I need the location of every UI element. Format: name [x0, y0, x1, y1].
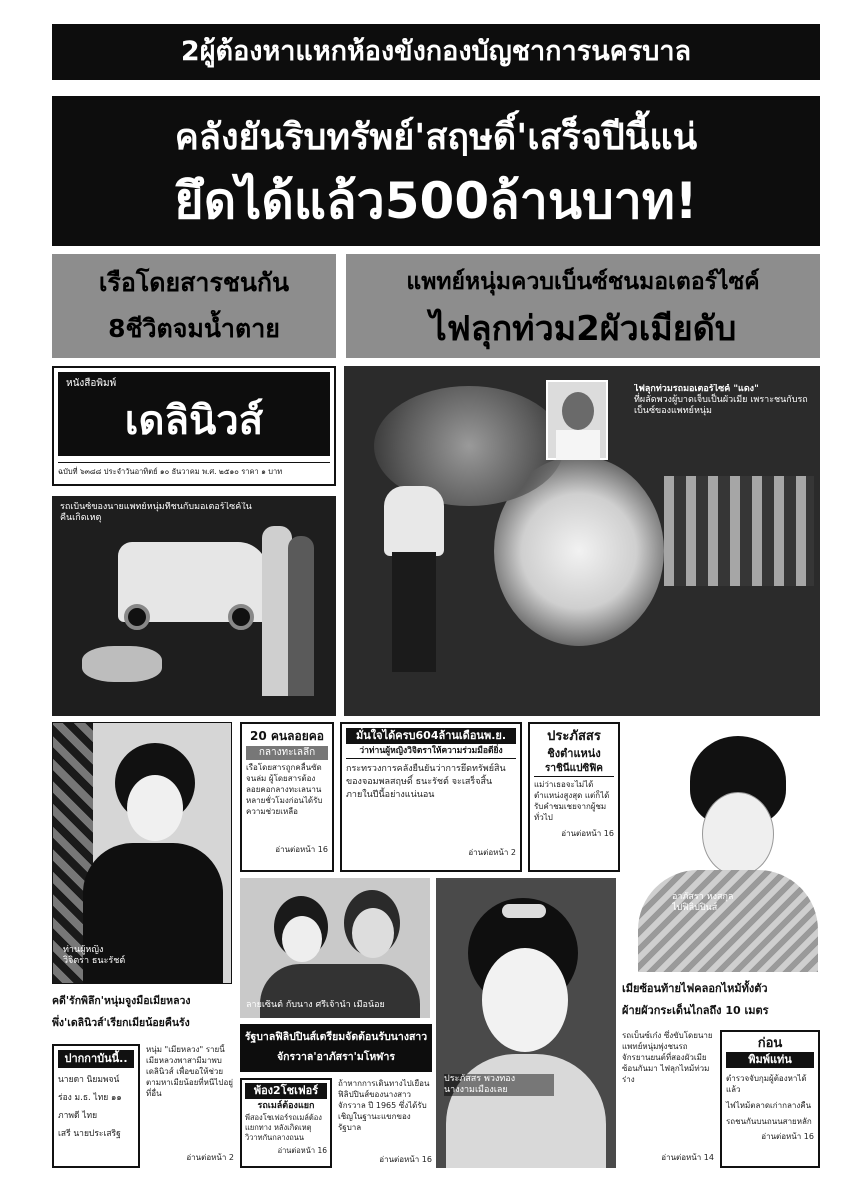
pakka-title: ปากกาบันนี้..: [58, 1050, 134, 1068]
box1-subtitle: กลางทะเลลึก: [246, 746, 328, 760]
sub-headline-left: [52, 254, 336, 358]
fire-scarf-line2: ผ้ายผัวกระเด็นไกลถึง 10 เมตร: [622, 1004, 769, 1017]
fire-scarf-headline: [622, 978, 820, 1024]
right-woman-dress: [638, 870, 818, 972]
box3-title: ประภัสสร: [547, 729, 601, 744]
bride-dress: [446, 1054, 606, 1168]
main-headline-line1: คลังยันริบทรัพย์'สฤษดิ์'เสร็จปีนี้แน่: [174, 117, 698, 158]
fire-scarf-story: [622, 1030, 714, 1168]
before-print-jump: อ่านต่อหน้า 16: [761, 1132, 814, 1141]
sub-right-line2: ไฟลุกท่วม2ผัวเมียดับ: [429, 309, 737, 349]
main-headline: [52, 96, 820, 246]
bride-photo: [436, 878, 616, 1168]
couple-man-face: [352, 908, 394, 958]
top-banner-text: 2ผู้ต้องหาแหกห้องขังกองบัญชาการนครบาล: [180, 36, 692, 67]
before-print-title2: พิมพ์แท่น: [726, 1052, 814, 1068]
box2-subtitle: ว่าท่านผู้หญิงวิจิตราให้ความร่วมมือดียิ่ง: [346, 744, 516, 759]
masthead-issue-line: ฉบับที่ ๖๓๘๘ ประจำวันอาทิตย์ ๑๐ ธันวาคม พ.ศ. ๒๕๑๐ ราคา ๑ บาท: [58, 462, 330, 481]
couple-caption: ลายเซ็นต์ กับนาง ศรีเจ้าน้ำ เมื่อน้อย: [246, 1000, 385, 1010]
man-figure: [384, 486, 444, 556]
column-box-20-people: [240, 722, 334, 872]
box3-body: แม่ว่าเธอจะไม่ได้ตำแหน่งสูงสุด แต่ก็ได้รับคำชมเชยจากผู้ชมทั่วไป: [534, 776, 614, 828]
right-woman-photo: [628, 722, 820, 972]
right-woman-caption-line2: ไปฟิลิปปินส์: [672, 903, 718, 913]
masthead-logo-block: [58, 372, 330, 456]
box2-jump: อ่านต่อหน้า 2: [468, 848, 516, 857]
pakka-line-3: เสรี นายประเสริฐ: [58, 1129, 121, 1139]
box2-title: มั่นใจได้ครบ604ล้านเดือนพ.ย.: [346, 728, 516, 744]
box1-body: เรือโดยสารถูกคลื่นซัดจนล่ม ผู้โดยสารต้องลอยคอกลางทะเลนานหลายชั่วโมงก่อนได้รับความช่วยเหลือ: [246, 763, 323, 816]
sub-left-line1: เรือโดยสารชนกัน: [98, 268, 290, 297]
woman-left-face: [127, 775, 183, 841]
two-sister-subtitle: รถเมล์ต้องแยก: [257, 1101, 315, 1111]
woman-left-photo: [52, 722, 232, 984]
box1-title: 20 คนลอยคอ: [250, 729, 324, 743]
portrait-inset: [546, 380, 608, 460]
love-story-jump: อ่านต่อหน้า 2: [186, 1153, 234, 1162]
before-print-title1: ก่อน: [757, 1036, 783, 1051]
sub-left-line2: 8ชีวิตจมน้ำตาย: [108, 314, 280, 343]
right-woman-face: [702, 792, 774, 876]
two-sister-jump: อ่านต่อหน้า 16: [277, 1146, 327, 1155]
woman-left-caption-line2: วิจิตรา ธนะรัชต์: [63, 956, 126, 966]
masthead-name: เดลินิวส์: [124, 398, 264, 444]
pakka-line-2: ภาพดี ไทย: [58, 1111, 98, 1121]
philippines-story-body: ถ้าหากการเดินทางไปเยือนฟิลิปปินส์ของนางสาวจักรวาล ปี 1965 ซึ่งได้รับเชิญในฐานะแขกของรัฐบาล: [338, 1079, 430, 1132]
fire-caption: [634, 384, 814, 417]
car-caption: รถเบ็นซ์ของนายแพทย์หนุ่มที่ชนกับมอเตอร์ไซค์ในคืนเกิดเหตุ: [60, 502, 252, 523]
philippines-story: [338, 1078, 432, 1168]
fire-photo: [344, 366, 820, 716]
love-story-body: หนุ่ม "เมียหลวง" รายนี้ เมียหลวงพาสามีมาพบเดลินิวส์ เพื่อขอให้ช่วยตามหาเมียน้อยที่หนีไปอยู่ที่อื่น: [146, 1045, 233, 1098]
two-sister-box: [240, 1078, 332, 1168]
two-sister-body: พี่สองโชเฟอร์รถเมล์ต้องแยกทาง หลังเกิดเหตุวิวาทกันกลางถนน: [245, 1113, 322, 1142]
headline-love: [52, 990, 236, 1036]
box3-subtitle2: ราชินีแปซิฟิค: [545, 763, 603, 774]
sub-right-line1: แพทย์หนุ่มควบเบ็นซ์ชนมอเตอร์ไซค์: [406, 269, 760, 295]
fire-scarf-body: รถเบ็นซ์เก๋ง ซึ่งขับโดยนายแพทย์หนุ่มพุ่งชนรถจักรยานยนต์ที่สองผัวเมียซ้อนกันมา ไฟลุกไหม้ท่วมร่าง: [622, 1031, 713, 1084]
love-story: [146, 1044, 234, 1168]
bystander-2: [288, 536, 314, 696]
main-headline-line2: ยึดได้แล้ว500ล้านบาท!: [174, 172, 698, 230]
couple-photo: [240, 878, 430, 1018]
right-woman-caption: [672, 892, 792, 914]
masthead-small: หนังสือพิมพ์: [66, 378, 117, 389]
box3-jump: อ่านต่อหน้า 16: [561, 829, 614, 838]
sub-headline-right: [346, 254, 820, 358]
bride-tiara: [502, 904, 546, 918]
bride-caption-line1: ประภัสสร พวงทอง: [444, 1074, 516, 1084]
fire-caption-title: ไฟลุกท่วมรถมอเตอร์ไซค์ "แดง": [634, 384, 759, 394]
car-wheel-rear: [228, 604, 254, 630]
debris: [82, 646, 162, 682]
two-sister-title: พ้อง2โชเฟอร์: [245, 1083, 327, 1099]
column-box-604-million: [340, 722, 522, 872]
fire-scarf-line1: เมียซ้อนท้ายไฟคลอกไหม้ทั้งตัว: [622, 982, 768, 995]
before-print-line-1: ไฟไหม้ตลาดเก่ากลางคืน: [726, 1101, 812, 1110]
box2-body: กระทรวงการคลังยืนยันว่าการยึดทรัพย์สินของจอมพลสฤษดิ์ ธนะรัชต์ จะเสร็จสิ้นภายในปีนี้อย่างแน่นอน: [346, 764, 506, 800]
masthead: [52, 366, 336, 486]
before-print-box: [720, 1030, 820, 1168]
car-wheel-front: [124, 604, 150, 630]
woman-left-caption: [63, 945, 183, 967]
top-banner: [52, 24, 820, 80]
before-print-line-0: ตำรวจจับกุมผู้ต้องหาได้แล้ว: [726, 1074, 807, 1094]
woman-left-caption-line1: ท่านผู้หญิง: [63, 945, 104, 955]
pakka-line-0: นายดา นิยมพจน์: [58, 1075, 120, 1085]
crowd: [664, 476, 814, 586]
pakka-box: [52, 1044, 140, 1168]
headline-love-line2: พึ่ง'เดลินิวส์'เรียกเมียน้อยคืนรัง: [52, 1017, 190, 1029]
ph-headline-text: รัฐบาลฟิลิปปินส์เตรียมจัดต้อนรับนางสาวจักรวาล'อาภัสรา'มโหฬาร: [244, 1031, 428, 1063]
headline-love-line1: คดี'รักพิลึก'หนุ่มจูงมือเมียหลวง: [52, 995, 191, 1007]
couple-woman-face: [282, 916, 322, 962]
man-legs: [392, 552, 436, 672]
fire-scarf-jump: อ่านต่อหน้า 14: [661, 1153, 714, 1162]
car-photo: [52, 496, 336, 716]
bride-face: [482, 948, 568, 1052]
bride-caption: [444, 1074, 554, 1096]
fire-caption-body: ที่ผลัดพวงผู้บาดเจ็บเป็นผัวเมีย เพราะชนกับรถเบ็นซ์ของแพทย์หนุ่ม: [634, 395, 808, 416]
column-box-prapassorn: [528, 722, 620, 872]
bride-caption-line2: นางงามเมืองเลย: [444, 1085, 508, 1095]
box3-subtitle: ชิงตำแหน่ง: [547, 747, 601, 760]
ph-headline: [240, 1024, 432, 1072]
right-woman-caption-line1: อาภัสรา หงสกุล: [672, 892, 734, 902]
pakka-line-1: ร่อง ม.ธ. ไทย ๑๑: [58, 1093, 122, 1103]
before-print-line-2: รถชนกันบนถนนสายหลัก: [726, 1117, 812, 1126]
philippines-story-jump: อ่านต่อหน้า 16: [379, 1155, 432, 1164]
box1-jump: อ่านต่อหน้า 16: [275, 845, 328, 854]
